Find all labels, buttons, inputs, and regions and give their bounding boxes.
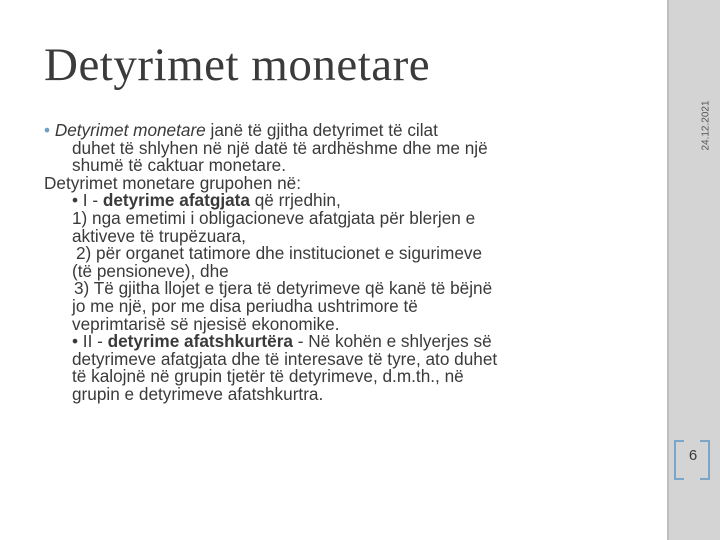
body-line: jo me një, por me disa periudha ushtrimore të xyxy=(72,295,418,316)
line-text: që rrjedhin, xyxy=(249,190,341,211)
bold-term: detyrime afatshkurtëra xyxy=(107,331,293,352)
body-line: 1) nga emetimi i obligacioneve afatgjata për blerjen e xyxy=(72,207,476,228)
body-line: (të pensioneve), dhe xyxy=(72,260,229,281)
slide-body xyxy=(44,122,644,404)
side-divider xyxy=(667,0,669,540)
slide-title: Detyrimet monetare xyxy=(44,39,431,91)
body-line: të kalojnë në grupin tjetër të detyrimeve, d.m.th., në xyxy=(72,366,464,387)
bold-term: detyrime afatgjata xyxy=(102,190,250,211)
body-line: veprimtarisë së njesisë ekonomike. xyxy=(72,313,340,334)
body-line: 2) për organet tatimore dhe institucionet e sigurimeve xyxy=(76,243,483,264)
line-text: • II - xyxy=(72,331,108,352)
italic-term: Detyrimet monetare xyxy=(54,120,206,140)
body-line: Detyrimet monetare grupohen në: xyxy=(44,172,301,193)
body-line xyxy=(44,122,644,140)
body-line: duhet të shlyhen në një datë të ardhëshme dhe me një xyxy=(72,137,488,158)
body-line: detyrimeve afatgjata dhe të interesave të tyre, ato duhet xyxy=(72,348,498,369)
body-line: grupin e detyrimeve afatshkurtra. xyxy=(72,383,324,404)
bullet-icon: • xyxy=(44,120,51,140)
line-text: • I - xyxy=(72,190,103,211)
body-line: shumë të caktuar monetare. xyxy=(72,155,286,176)
line-text: - Në kohën e shlyerjes së xyxy=(292,331,492,352)
line-text: janë të gjitha detyrimet të cilat xyxy=(205,120,438,140)
page-number: 6 xyxy=(688,447,698,464)
body-line: 3) Të gjitha llojet e tjera të detyrimeve që kanë të bëjnë xyxy=(74,278,493,299)
slide-date: 24.12.2021 xyxy=(700,100,712,151)
body-line: aktiveve të trupëzuara, xyxy=(72,225,246,246)
